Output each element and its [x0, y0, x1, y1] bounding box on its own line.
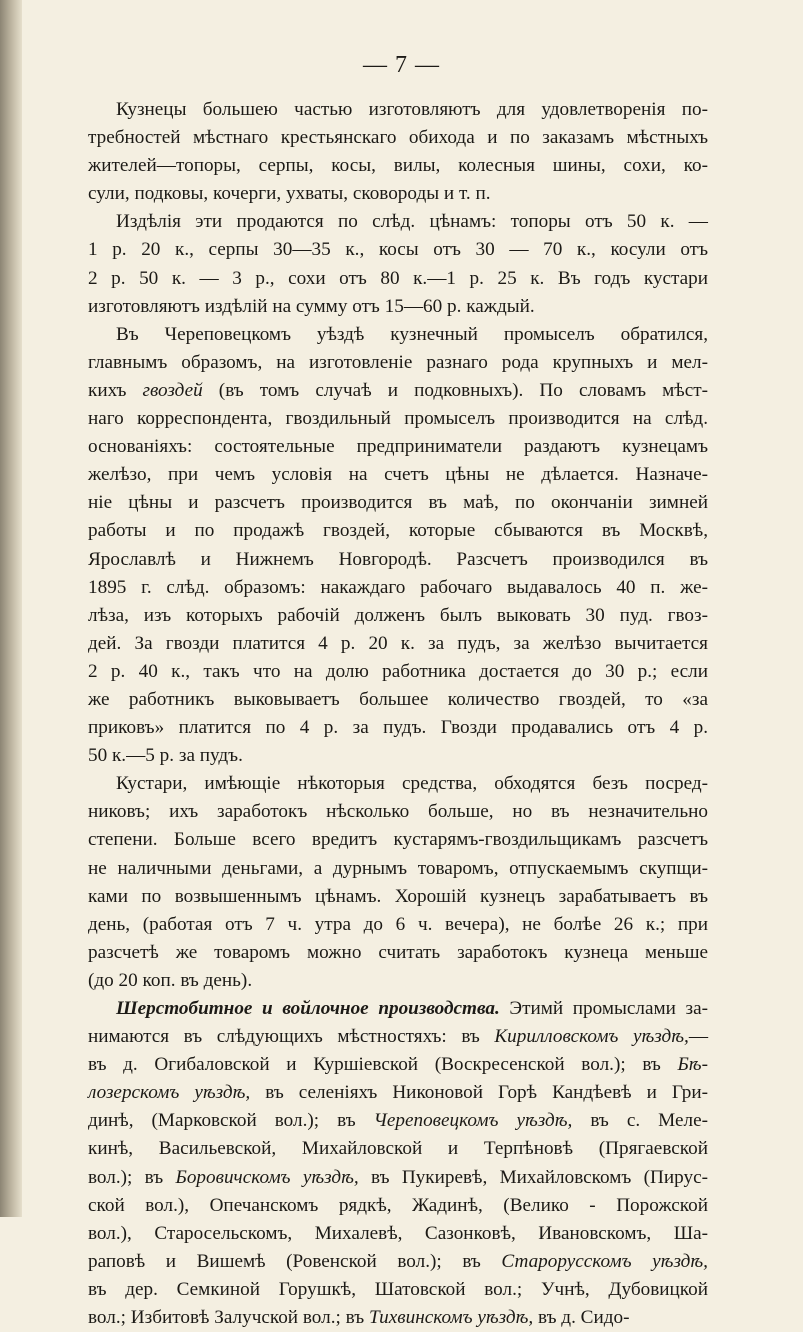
line-text: въ с. Меле- — [572, 1110, 708, 1132]
line-text: въ селеніяхъ Никоновой Горѣ Кандѣевѣ и Гри- — [250, 1082, 708, 1104]
line-text: нимаются въ слѣдующихъ мѣстностяхъ: въ — [88, 1026, 495, 1048]
text-line — [88, 180, 708, 208]
line-text: желѣзо, при чемъ условія на счетъ цѣны не дѣлается. Назначе- — [88, 464, 708, 486]
line-text: ками по возвышеннымъ цѣнамъ. Хорошій кузнецъ зарабатываетъ въ — [88, 885, 708, 907]
body-text — [88, 96, 708, 1332]
line-text: въ д. Сидо- — [533, 1307, 630, 1329]
text-line — [88, 293, 708, 321]
line-text: основаніяхъ: состоятельные предприниматели раздаютъ кузнецамъ — [88, 436, 708, 458]
emphasis-text: лозерскомъ уѣздѣ, — [88, 1082, 251, 1104]
text-line — [88, 1107, 708, 1135]
emphasis-text: Бѣ- — [677, 1054, 708, 1076]
text-line — [88, 208, 708, 236]
line-text: раповѣ и Вишемѣ (Ровенской вол.); въ — [88, 1250, 502, 1272]
text-line — [88, 714, 708, 742]
line-text: день, (работая отъ 7 ч. утра до 6 ч. вечера), не болѣе 26 к.; при — [88, 913, 708, 935]
line-text: степени. Больше всего вредитъ кустарямъ-гвоздильщикамъ разсчетъ — [88, 829, 708, 851]
text-line — [88, 995, 708, 1023]
line-text: разсчетѣ же товаромъ можно считать заработокъ кузнеца меньше — [88, 941, 708, 963]
line-text: въ Пукиревѣ, Михайловскомъ (Пирус- — [358, 1166, 708, 1188]
line-text: вол.), Старосельскомъ, Михалевѣ, Сазонковѣ, Ивановскомъ, Ша- — [88, 1222, 708, 1244]
line-text: приковъ» платится по 4 р. за пудъ. Гвозди продавались отъ 4 р. — [88, 717, 708, 739]
emphasis-text: Череповецкомъ уѣздѣ, — [373, 1110, 573, 1132]
emphasis-text: Кирилловскомъ уѣздѣ, — [494, 1026, 689, 1048]
paragraph — [88, 770, 708, 995]
paragraph — [88, 321, 708, 771]
text-line — [88, 96, 708, 124]
line-text: дей. За гвозди платится 4 р. 20 к. за пудъ, за желѣзо вычитается — [88, 632, 708, 654]
text-line — [88, 1079, 708, 1107]
line-text: требностей мѣстнаго крестьянскаго обихода и по заказамъ мѣстныхъ — [88, 127, 708, 149]
text-line — [88, 574, 708, 602]
text-line — [88, 349, 708, 377]
text-line — [88, 489, 708, 517]
line-text: 1 р. 20 к., серпы 30—35 к., косы отъ 30 — 70 к., косули отъ — [88, 239, 708, 261]
text-line — [88, 1192, 708, 1220]
paragraph — [88, 96, 708, 208]
line-text: не наличными деньгами, а дурнымъ товаромъ, отпускаемымъ скупщи- — [88, 857, 708, 879]
line-text: вол.); въ — [88, 1166, 176, 1188]
text-line — [88, 939, 708, 967]
line-text: никовъ; ихъ заработокъ нѣсколько больше, но въ незначительно — [88, 801, 708, 823]
emphasis-text: Старорусскомъ уѣздѣ, — [501, 1250, 708, 1272]
text-line — [88, 967, 708, 995]
line-text: Кузнецы большею частью изготовляютъ для удовлетворенія по- — [116, 99, 708, 120]
text-line — [88, 1276, 708, 1304]
text-line — [88, 546, 708, 574]
text-line — [88, 602, 708, 630]
text-line — [88, 855, 708, 883]
text-line — [88, 405, 708, 433]
line-text: кинѣ, Васильевской, Михайловской и Терпѣновѣ (Прягаевской — [88, 1138, 708, 1160]
paragraph — [88, 995, 708, 1332]
line-text: 1895 г. слѣд. образомъ: накаждаго рабочаго выдавалось 40 п. же- — [88, 576, 708, 598]
line-text: 2 р. 40 к., такъ что на долю работника достается до 30 р.; если — [88, 660, 708, 682]
book-spine-shadow — [0, 0, 22, 1217]
text-line — [88, 658, 708, 686]
text-line — [88, 911, 708, 939]
line-text: изготовляютъ издѣлій на сумму отъ 15—60 р. каждый. — [88, 295, 535, 317]
text-line — [88, 321, 708, 349]
text-line — [88, 377, 708, 405]
text-line — [88, 1304, 708, 1332]
text-line — [88, 517, 708, 545]
text-line — [88, 1135, 708, 1163]
line-text: ніе цѣны и разсчетъ производится въ маѣ, по окончаніи зимней — [88, 492, 708, 514]
line-text: лѣза, изъ которыхъ рабочій долженъ былъ выковать 30 пуд. гвоз- — [88, 604, 708, 626]
text-line — [88, 265, 708, 293]
line-text: 2 р. 50 к. — 3 р., сохи отъ 80 к.—1 р. 25 к. Въ годъ кустари — [88, 267, 708, 289]
line-text: (до 20 коп. въ день). — [88, 969, 253, 991]
line-text: сули, подковы, кочерги, ухваты, сковороды и т. п. — [88, 183, 491, 205]
text-line — [88, 630, 708, 658]
line-text: ской вол.), Опечанскомъ рядкѣ, Жадинѣ, (Велико - Порожской — [88, 1194, 708, 1216]
line-text: Этимй промыслами за- — [499, 998, 709, 1019]
line-text: Ярославлѣ и Нижнемъ Новгородѣ. Разсчетъ производился въ — [88, 548, 708, 570]
line-text: въ дер. Семкиной Горушкѣ, Шатовской вол.; Учнѣ, Дубовицкой — [88, 1278, 708, 1300]
emphasis-text: Тихвинскомъ уѣздѣ, — [368, 1307, 534, 1329]
line-text: — — [688, 1026, 709, 1048]
text-line — [88, 1248, 708, 1276]
line-text: Издѣлія эти продаются по слѣд. цѣнамъ: топоры отъ 50 к. — — [116, 211, 708, 233]
line-text: главнымъ образомъ, на изготовленіе разнаго рода крупныхъ и мел- — [88, 351, 708, 373]
line-text: динѣ, (Марковской вол.); въ — [88, 1110, 374, 1132]
text-line — [88, 883, 708, 911]
text-line — [88, 1051, 708, 1079]
text-line — [88, 124, 708, 152]
line-text: (въ томъ случаѣ и подковныхъ). По словамъ мѣст- — [202, 379, 709, 401]
page-number: — 7 — — [363, 52, 440, 78]
text-line — [88, 1220, 708, 1248]
emphasis-text: Шерстобитное и войлочное производства. — [116, 998, 500, 1019]
emphasis-text: гвоздей — [142, 379, 203, 401]
text-line — [88, 1023, 708, 1051]
text-line — [88, 1164, 708, 1192]
text-line — [88, 152, 708, 180]
text-line — [88, 433, 708, 461]
line-text: вол.; Избитовѣ Залучской вол.; въ — [88, 1307, 369, 1329]
line-text: Въ Череповецкомъ уѣздѣ кузнечный промыселъ обратился, — [116, 323, 708, 345]
text-line — [88, 686, 708, 714]
line-text: 50 к.—5 р. за пудъ. — [88, 745, 243, 767]
line-text: работы и по продажѣ гвоздей, которые сбываются въ Москвѣ, — [88, 520, 708, 542]
text-line — [88, 770, 708, 798]
line-text: Кустари, имѣющіе нѣкоторыя средства, обходятся безъ посред- — [116, 773, 708, 795]
paragraph — [88, 208, 708, 320]
line-text: жителей—топоры, серпы, косы, вилы, колесныя шины, сохи, ко- — [88, 155, 708, 177]
text-line — [88, 826, 708, 854]
line-text: кихъ — [88, 379, 143, 401]
text-line — [88, 236, 708, 264]
text-line — [88, 742, 708, 770]
text-line — [88, 798, 708, 826]
line-text: въ д. Огибаловской и Куршіевской (Воскресенской вол.); въ — [88, 1054, 678, 1076]
line-text: же работникъ выковываетъ большее количество гвоздей, то «за — [88, 688, 708, 710]
line-text: наго корреспондента, гвоздильный промыселъ производится на слѣд. — [88, 408, 708, 430]
text-line — [88, 461, 708, 489]
emphasis-text: Боровичскомъ уѣздѣ, — [175, 1166, 359, 1188]
